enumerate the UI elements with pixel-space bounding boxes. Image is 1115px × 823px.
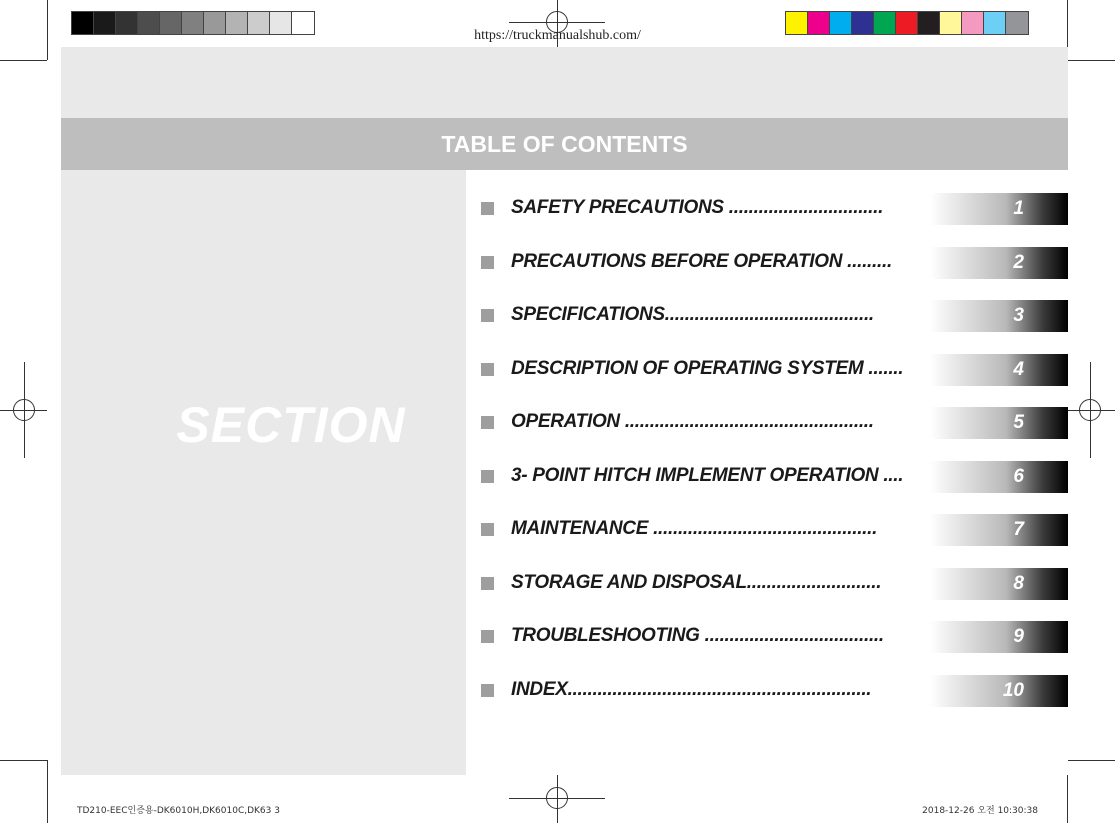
section-number-tab[interactable] — [930, 193, 1068, 225]
toc-entry[interactable] — [481, 300, 1068, 332]
square-bullet-icon — [481, 416, 494, 429]
print-footer-timestamp: 2018-12-26 오전 10:30:38 — [922, 806, 1038, 816]
toc-entry-label: STORAGE AND DISPOSAL........................... — [511, 571, 882, 593]
toc-entry[interactable] — [481, 514, 1068, 546]
section-number-tab[interactable] — [930, 621, 1068, 653]
section-number-tab[interactable] — [930, 354, 1068, 386]
toc-entry-label: DESCRIPTION OF OPERATING SYSTEM ....... — [511, 357, 904, 379]
section-number: 7 — [1013, 519, 1024, 540]
toc-entry-label: 3- POINT HITCH IMPLEMENT OPERATION .... — [511, 464, 904, 486]
toc-entry[interactable] — [481, 247, 1068, 279]
section-number-tab[interactable] — [930, 407, 1068, 439]
registration-target-icon — [1079, 399, 1101, 421]
toc-entry[interactable] — [481, 675, 1068, 707]
toc-entry[interactable] — [481, 568, 1068, 600]
section-number: 2 — [1013, 251, 1024, 273]
toc-entry[interactable] — [481, 354, 1068, 386]
section-number-tab[interactable] — [930, 675, 1068, 707]
section-number-tab[interactable] — [930, 300, 1068, 332]
square-bullet-icon — [481, 309, 494, 322]
toc-entry-label: TROUBLESHOOTING .................................... — [511, 625, 884, 646]
square-bullet-icon — [481, 202, 494, 215]
section-number-tab[interactable] — [930, 568, 1068, 600]
toc-entry[interactable] — [481, 461, 1068, 493]
section-number: 4 — [1013, 358, 1024, 380]
manual-page — [61, 47, 1068, 775]
section-number: 10 — [1002, 679, 1024, 701]
crop-mark — [0, 760, 47, 761]
crop-mark — [1068, 60, 1115, 61]
toc-entry-label: OPERATION .................................................. — [511, 411, 874, 432]
toc-entry[interactable] — [481, 407, 1068, 439]
page-title: TABLE OF CONTENTS — [61, 118, 1068, 170]
registration-target-icon — [13, 399, 35, 421]
square-bullet-icon — [481, 523, 494, 536]
toc-entry[interactable] — [481, 621, 1068, 653]
section-number-tab[interactable] — [930, 247, 1068, 279]
toc-entry-label: PRECAUTIONS BEFORE OPERATION ......... — [511, 250, 892, 272]
section-number-tab[interactable] — [930, 461, 1068, 493]
square-bullet-icon — [481, 577, 494, 590]
section-number: 5 — [1013, 412, 1024, 433]
section-panel — [61, 170, 466, 775]
toc-entry-label: INDEX............................................................. — [511, 678, 872, 700]
square-bullet-icon — [481, 630, 494, 643]
square-bullet-icon — [481, 470, 494, 483]
section-number: 6 — [1013, 465, 1024, 487]
square-bullet-icon — [481, 256, 494, 269]
crop-mark — [0, 60, 47, 61]
toc-entry-label: MAINTENANCE ............................................. — [511, 518, 878, 539]
top-band — [61, 47, 1068, 118]
section-number-tab[interactable] — [930, 514, 1068, 546]
toc-entry-label: SPECIFICATIONS.......................................... — [511, 304, 874, 325]
square-bullet-icon — [481, 363, 494, 376]
toc-entry[interactable] — [481, 193, 1068, 225]
source-url[interactable]: https://truckmanualshub.com/ — [474, 28, 641, 43]
section-number: 8 — [1013, 572, 1024, 594]
toc-entry-label: SAFETY PRECAUTIONS ............................... — [511, 197, 884, 218]
square-bullet-icon — [481, 684, 494, 697]
print-footer-job: TD210-EEC인증용-DK6010H,DK6010C,DK63 3 — [77, 806, 280, 816]
section-number: 3 — [1013, 305, 1024, 326]
crop-mark — [1068, 760, 1115, 761]
crop-mark — [47, 760, 48, 823]
section-number: 1 — [1013, 198, 1024, 219]
registration-target-icon — [546, 787, 568, 809]
section-label: SECTION — [176, 397, 406, 453]
section-number: 9 — [1013, 626, 1024, 647]
